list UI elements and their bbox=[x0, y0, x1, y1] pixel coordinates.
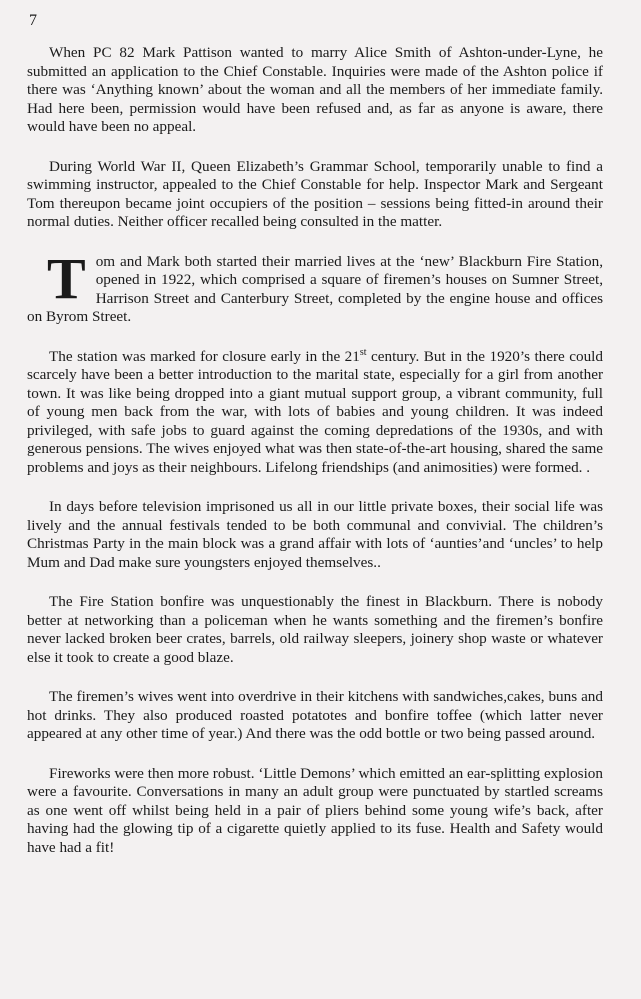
paragraph-fire-station-text: om and Mark both started their married lives at the ‘new’ Blackburn Fire Station, opened in 1922, which comprised a square of firemen’s houses on Sumner Street, Harrison Street and Canterbury Street, completed by the engine house and offices on Byrom Street. bbox=[27, 252, 603, 325]
paragraph-fire-station bbox=[27, 245, 603, 327]
page-body bbox=[27, 44, 603, 878]
paragraph-swimming-instructor: During World War II, Queen Elizabeth’s Grammar School, temporarily unable to find a swimming instructor, appealed to the Chief Constable for help. Inspector Mark and Sergeant Tom thereupon became joint occupiers of the position – sessions being fitted-in around their normal duties. Neither officer recalled being consulted in the matter. bbox=[27, 157, 603, 230]
paragraph-marriage-application: When PC 82 Mark Pattison wanted to marry Alice Smith of Ashton-under-Lyne, he submitted an application to the Chief Constable. Inquiries were made of the Ashton police if there was ‘Anything known’ about the woman and all the members of her immediate family. Had here been, permission would have been refused and, as far as anyone is aware, there would have been no appeal. bbox=[27, 44, 603, 135]
drop-cap-letter: T bbox=[47, 245, 86, 311]
page-number: 7 bbox=[29, 12, 37, 29]
paragraph-bonfire: The Fire Station bonfire was unquestionably the finest in Blackburn. There is nobody better at networking than a policeman when he wants something and the firemen’s bonfire never lacked broken beer crates, barrels, old railway sleepers, joinery shop waste or whatever else it took to create a good blaze. bbox=[27, 593, 603, 666]
paragraph-wives-kitchens: The firemen’s wives went into overdrive in their kitchens with sandwiches,cakes, buns and hot drinks. They also produced roasted potatotes and bonfire toffee (which latter never appeared at any other time of year.) And there was the odd bottle or two being passed around. bbox=[27, 688, 603, 742]
century-text-before: The station was marked for closure early in the 21 bbox=[49, 347, 360, 365]
paragraph-station-closure bbox=[27, 348, 603, 478]
paragraph-fireworks: Fireworks were then more robust. ‘Little Demons’ which emitted an ear-splitting explosion were a favourite. Conversations in many an adult group were punctuated by startled screams as one went off whilst being held in a pair of pliers behind some young wife’s back, after having had the glowing tip of a cigarette quietly applied to its fuse. Health and Safety would have had a fit! bbox=[27, 764, 603, 856]
century-text-after: century. But in the 1920’s there could scarcely have been a better introduction to the marital state, especially for a girl from another town. It was like being dropped into a giant mutual support group, a vibrant community, full of young men back from the war, with lots of babies and young children. It was indeed privileged, with safe jobs to guard against the coming depredations of the 1930s, and with generous pensions. The wives enjoyed what was then state-of-the-art housing, shared the same problems and joys as their neighbours. Lifelong friendships (and animosities) were formed. . bbox=[27, 347, 603, 476]
paragraph-social-life: In days before television imprisoned us all in our little private boxes, their social life was lively and the annual festivals tended to be both communal and convivial. The children’s Christmas Party in the main block was a grand affair with lots of ‘aunties’and ‘uncles’ to help Mum and Dad make sure youngsters enjoyed themselves.. bbox=[27, 498, 603, 571]
century-superscript: st bbox=[359, 346, 367, 358]
